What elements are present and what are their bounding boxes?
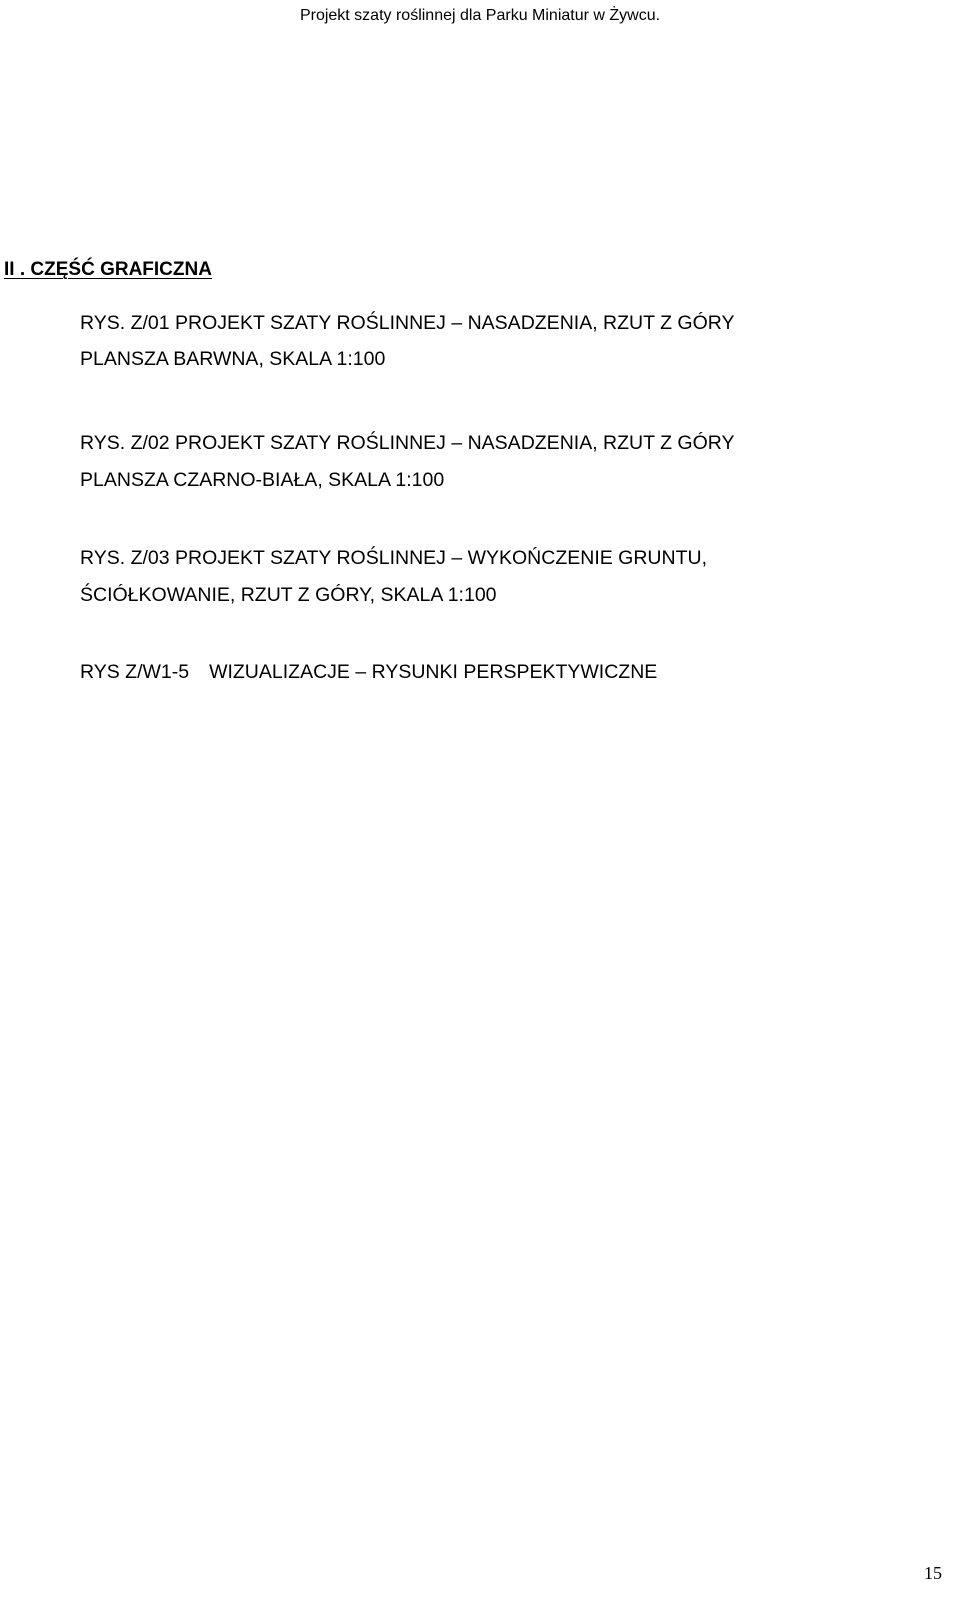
drawing-z03-line1: RYS. Z/03 PROJEKT SZATY ROŚLINNEJ – WYKOŃCZENIE GRUNTU, [80,547,708,569]
drawing-z01-line2: PLANSZA BARWNA, SKALA 1:100 [80,348,386,370]
drawing-z02-line2: PLANSZA CZARNO-BIAŁA, SKALA 1:100 [80,469,445,491]
drawing-z02-line1: RYS. Z/02 PROJEKT SZATY ROŚLINNEJ – NASADZENIA, RZUT Z GÓRY [80,432,735,454]
drawing-z03-line2: ŚCIÓŁKOWANIE, RZUT Z GÓRY, SKALA 1:100 [80,584,497,606]
page-header: Projekt szaty roślinnej dla Parku Miniatur w Żywcu. [299,7,661,24]
page-number: 15 [924,1563,942,1583]
drawing-z01-line1: RYS. Z/01 PROJEKT SZATY ROŚLINNEJ – NASADZENIA, RZUT Z GÓRY [80,312,735,334]
section-title: II . CZĘŚĆ GRAFICZNA [4,259,212,280]
drawing-w1-5-code: RYS Z/W1-5 [80,661,190,683]
drawing-w1-5-entry [80,659,657,685]
drawing-w1-5-description: WIZUALIZACJE – RYSUNKI PERSPEKTYWICZNE [209,661,658,683]
